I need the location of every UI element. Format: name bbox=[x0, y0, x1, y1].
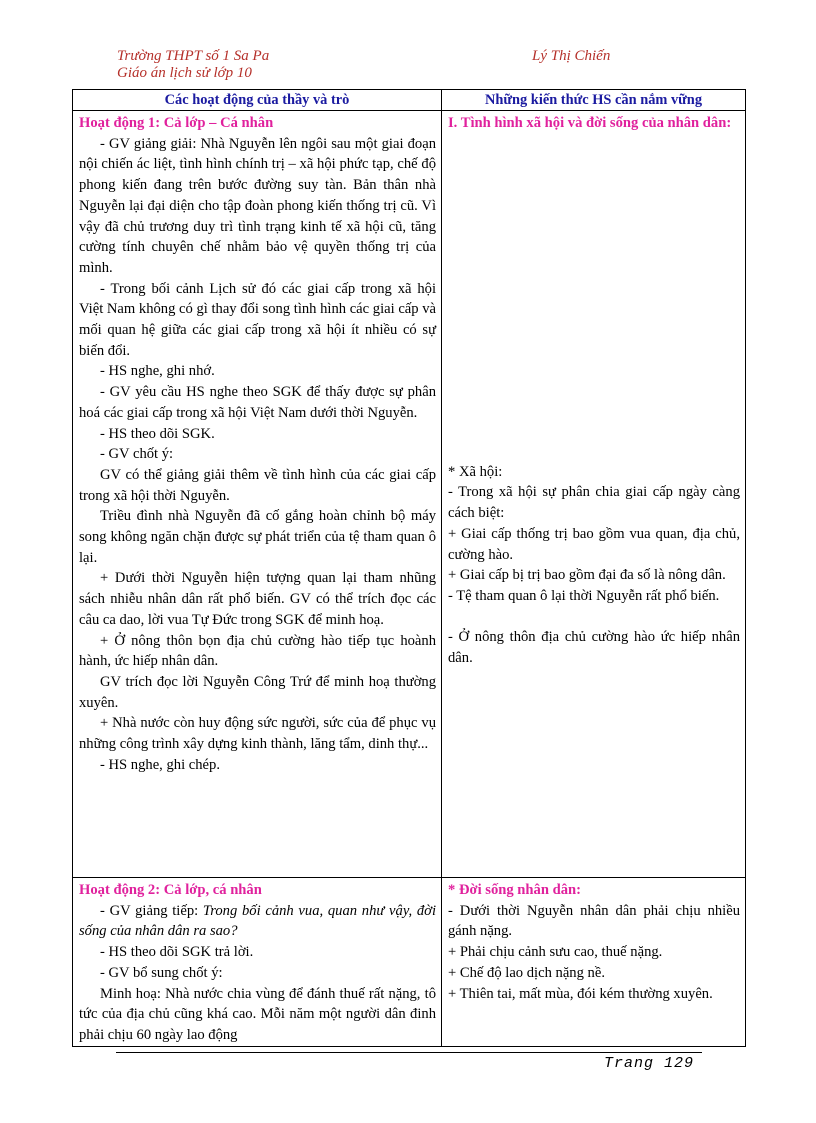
table-row bbox=[73, 878, 746, 1047]
paragraph: + Ở nông thôn bọn địa chủ cường hào tiếp tục hoành hành, ức hiếp nhân dân. bbox=[79, 632, 436, 670]
paragraph: - GV chốt ý: bbox=[100, 446, 174, 463]
paragraph: + Giai cấp thống trị bao gồm vua quan, địa chủ, cường hào. bbox=[448, 525, 740, 563]
paragraph: + Dưới thời Nguyễn hiện tượng quan lại tham nhũng sách nhiễu nhân dân rất phổ biến. GV có thể trích đọc các câu ca dao, lời vua Tự Đức trong SGK để minh hoạ. bbox=[79, 570, 436, 628]
activity-2-title: Hoạt động 2: Cả lớp, cá nhân bbox=[79, 882, 262, 898]
author-name: Lý Thị Chiến bbox=[532, 48, 611, 64]
paragraph: + Thiên tai, mất mùa, đói kém thường xuyên. bbox=[448, 985, 713, 1002]
activity-1-cell bbox=[73, 111, 442, 878]
paragraph: * Xã hội: bbox=[448, 463, 503, 480]
section-title: * Đời sống nhân dân: bbox=[448, 882, 581, 898]
paragraph: - HS nghe, ghi chép. bbox=[100, 756, 220, 773]
activity-2-cell bbox=[73, 878, 442, 1047]
subject-title: Giáo án lịch sử lớp 10 bbox=[117, 65, 252, 81]
paragraph bbox=[79, 901, 436, 942]
question-text: Trong bối cảnh vua, quan như vậy, đời sống của nhân dân ra sao? bbox=[79, 902, 436, 940]
paragraph: + Phải chịu cảnh sưu cao, thuế nặng. bbox=[448, 944, 663, 961]
paragraph: - Dưới thời Nguyễn nhân dân phải chịu nhiều gánh nặng. bbox=[448, 902, 740, 940]
paragraph: - Tệ tham quan ô lại thời Nguyễn rất phổ biến. bbox=[448, 587, 720, 604]
page-number: Trang 129 bbox=[604, 1055, 695, 1072]
school-name: Trường THPT số 1 Sa Pa bbox=[117, 48, 270, 64]
paragraph: + Nhà nước còn huy động sức người, sức của để phục vụ những công trình xây dựng kinh thành, lăng tẩm, dinh thự... bbox=[79, 715, 436, 753]
table-row bbox=[73, 111, 746, 878]
paragraph: GV trích đọc lời Nguyễn Công Trứ để minh hoạ thường xuyên. bbox=[79, 673, 436, 711]
paragraph: Minh hoạ: Nhà nước chia vùng để đánh thuế rất nặng, tô tức của địa chủ cũng khá cao. Mỗi năm một người dân đinh phải chịu 60 ngày lao động bbox=[79, 985, 436, 1043]
knowledge-1-cell bbox=[442, 111, 746, 878]
footer-divider bbox=[116, 1052, 702, 1053]
lesson-table bbox=[72, 89, 746, 1047]
activity-1-title: Hoạt động 1: Cả lớp – Cá nhân bbox=[79, 115, 274, 131]
question-prefix: - GV giảng tiếp: bbox=[100, 902, 203, 919]
paragraph: + Chế độ lao dịch nặng nề. bbox=[448, 964, 605, 981]
paragraph: - GV bổ sung chốt ý: bbox=[100, 964, 223, 981]
paragraph: GV có thể giảng giải thêm về tình hình của các giai cấp trong xã hội thời Nguyễn. bbox=[79, 466, 436, 504]
knowledge-2-cell bbox=[442, 878, 746, 1047]
paragraph: - Trong bối cảnh Lịch sử đó các giai cấp trong xã hội Việt Nam không có gì thay đổi song tình hình các giai cấp và mối quan hệ giữa các giai cấp trong xã hội ít nhiều có sự biến đổi. bbox=[79, 280, 436, 359]
paragraph: - Trong xã hội sự phân chia giai cấp ngày càng cách biệt: bbox=[448, 484, 740, 522]
col-right-header: Những kiến thức HS cần nắm vững bbox=[442, 90, 746, 111]
col-left-header: Các hoạt động của thầy và trò bbox=[73, 90, 442, 111]
paragraph: - GV yêu cầu HS nghe theo SGK để thấy được sự phân hoá các giai cấp trong xã hội Việt Nam dưới thời Nguyễn. bbox=[79, 384, 436, 421]
paragraph: - HS nghe, ghi nhớ. bbox=[100, 363, 215, 380]
paragraph: - GV giảng giải: Nhà Nguyễn lên ngôi sau một giai đoạn nội chiến ác liệt, tình hình chính trị – xã hội phức tạp, chế độ phong kiến đang trên bước đường suy tàn. Bản thân nhà Nguyễn lại đại diện cho tập đoàn phong kiến thống trị cũ. Vì vậy đã chủ trương duy trì tình trạng kinh tế xã hội cũ, tăng cường tính chuyên chế nhằm bảo vệ quyền thống trị của mình. bbox=[79, 135, 436, 276]
section-title: I. Tình hình xã hội và đời sống của nhân dân: bbox=[448, 115, 732, 131]
paragraph: + Giai cấp bị trị bao gồm đại đa số là nông dân. bbox=[448, 567, 726, 584]
paragraph: - HS theo dõi SGK. bbox=[100, 425, 215, 442]
paragraph: - HS theo dõi SGK trả lời. bbox=[100, 944, 254, 961]
paragraph: - Ở nông thôn địa chủ cường hào ức hiếp nhân dân. bbox=[448, 629, 740, 667]
paragraph: Triều đình nhà Nguyễn đã cố gắng hoàn chỉnh bộ máy song không ngăn chặn được sự phát triển của tệ tham quan ô lại. bbox=[79, 508, 436, 566]
table-header-row bbox=[73, 90, 746, 111]
